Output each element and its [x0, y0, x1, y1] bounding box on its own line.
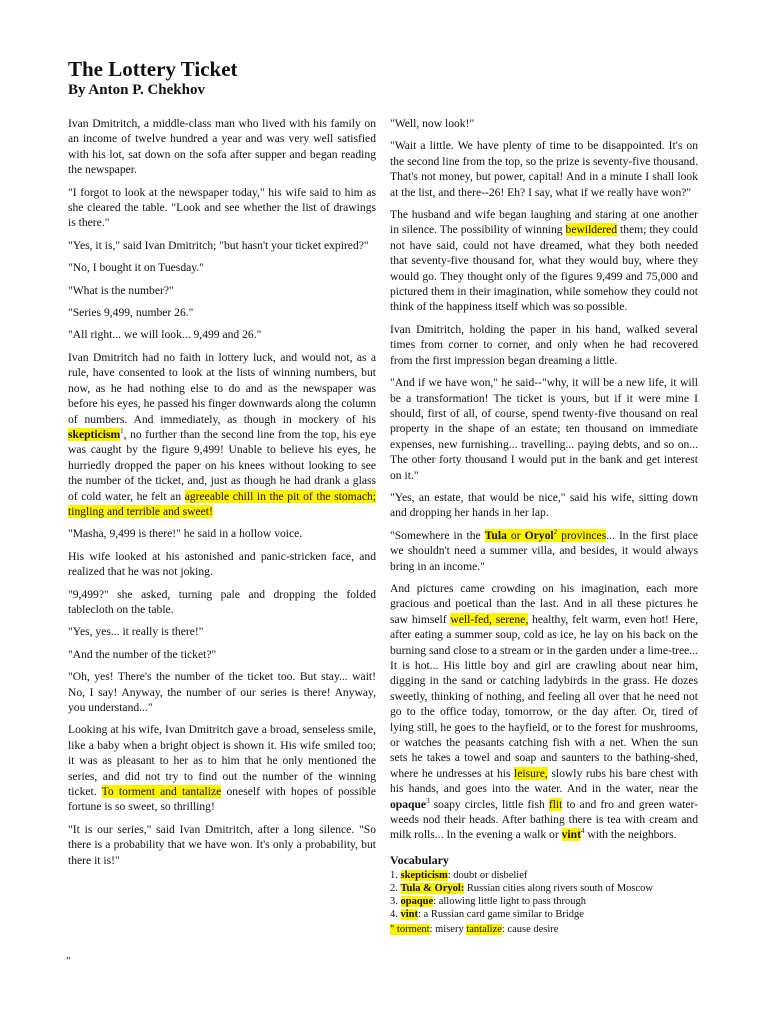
document-title: The Lottery Ticket [68, 57, 238, 81]
paragraph: "It is our series," said Ivan Dmitritch, after a long silence. "So there is a probability that we have won. It's only a probability, but there it is!" [68, 822, 376, 867]
paragraph: "Yes, an estate, that would be nice," said his wife, sitting down and dropping her hands in her lap. [390, 490, 698, 520]
paragraph [390, 207, 698, 315]
paragraph: "Masha, 9,499 is there!" he said in a hollow voice. [68, 527, 303, 541]
highlight-provinces: provinces [557, 528, 607, 542]
text-run: Ivan Dmitritch had no faith in lottery luck, and would not, as a rule, have consented to look at the lists of winning numbers, but now, as he had nothing else to do and as the newspaper was before his eyes, he passed his finger downwards along the column of numbers. And immediately, as though in mockery of his [68, 350, 376, 426]
highlight-flit: flit [548, 797, 563, 811]
paragraph: "All right... we will look... 9,499 and 26." [68, 328, 262, 342]
paragraph: His wife looked at his astonished and panic-stricken face, and realized that he was not joking. [68, 549, 376, 579]
vocab-term: vint [400, 909, 419, 921]
vocab-number: 3. [390, 896, 401, 908]
stray-quote-mark: " [66, 955, 71, 967]
text-run: with the neighbors. [584, 828, 677, 842]
vocab-term: Tula & Oryol: [400, 883, 465, 895]
vocab-number: 4. [390, 909, 401, 921]
text-run: And pictures came crowding on his imagination, each more gracious and poetical than the last. And in all these pictures he saw himself [390, 581, 698, 626]
text-run: healthy, felt warm, even hot! Here, after eating a summer soup, cold as ice, he lay on his back on the burning sand close to a stream or in the garden under a lime-tree... It is hot... His little boy and girl are crawling about near him, digging in the sand or catching ladybirds in the grass. He dozes sweetly, thinking of nothing, and feeling all over that he need not go to the office today, tomorrow, or the day after. Or, tired of lying still, he goes to the hayfield, or to the forest for mushrooms, or watches the peasants catching fish with a net. When the sun sets he takes a towel and soap and saunters to the bathing-shed, where he undresses at his [390, 612, 698, 780]
vocab-item [390, 908, 698, 921]
paragraph: "9,499?" she asked, turning pale and dropping the folded tablecloth on the table. [68, 587, 376, 616]
text-run: to and fro and green water-weeds nod their heads. After bathing there is tea with cream and milk rolls... In the evening a walk or [390, 797, 698, 842]
paragraph: "No, I bought it on Tuesday." [68, 261, 204, 275]
vocab-term: " torment [390, 924, 430, 936]
footnote-marker: 1 [120, 427, 124, 436]
text-run: ... In the first place we shouldn't need a summer villa, and besides, it would always bring in an income." [390, 528, 698, 573]
vocab-definition: : misery [429, 924, 467, 936]
text-run: them; they could not have said, could not have dreamed, what they both needed that seventy-five thousand for, what they would buy, where they would go. They thought only of the figures 9,499 and 75,000 and pictured them in their imagination, while somehow they could not think of the happiness itself which was so possible. [390, 223, 698, 314]
paragraph [390, 581, 698, 843]
text-run: soapy circles, little fish [429, 797, 549, 811]
highlight-well-fed: well-fed, serene, [450, 612, 529, 626]
vocab-term: skepticism [400, 870, 448, 882]
highlight-oryol: Oryol [524, 528, 554, 542]
text-run: slowly rubs his bare chest with his hands, and goes into the water. And in the water, near the [390, 766, 698, 796]
paragraph: Ivan Dmitritch, holding the paper in his hand, walked several times from corner to corner, and only when he had recovered from the first impression began dreaming a little. [390, 322, 698, 367]
text-run: "Somewhere in the [390, 528, 485, 542]
highlight-bewildered: bewildered [565, 223, 618, 237]
highlight-tula: Tula [484, 528, 507, 542]
highlight-torment-tantalize: To torment and tantalize [101, 785, 222, 799]
highlight-skepticism: skepticism [68, 427, 121, 441]
paragraph: "Oh, yes! There's the number of the ticket too. But stay... wait! No, I say! Anyway, the number of our series is there! Anyway, you understand..." [68, 670, 376, 714]
vocab-term: opaque [400, 896, 434, 908]
text-run: Looking at his wife, Ivan Dmitritch gave a broad, senseless smile, like a baby when a bright object is shown it. His wife smiled too; it was as pleasant to her as to him that he only mentioned the series, and did not try to find out the number of the winning ticket. [68, 723, 376, 799]
paragraph: "What is the number?" [68, 283, 174, 297]
vocab-number: 1. [390, 870, 401, 882]
vocab-definition: : doubt or disbelief [447, 870, 528, 882]
vocab-item [390, 869, 698, 882]
paragraph: "Series 9,499, number 26." [68, 306, 194, 320]
text-run: or [506, 528, 525, 542]
paragraph [68, 350, 376, 519]
bold-opaque: opaque [390, 797, 427, 811]
highlight-vint: vint [561, 828, 581, 842]
vocab-definition: : cause desire [501, 924, 559, 936]
text-run: , no further than the second line from the top, his eye was caught by the figure 9,499! Unable to believe his eyes, he hurriedly dropped the paper on his knees without looking to see the number of the ticket, and, just as though he had drank a glass of cold water, he felt an [68, 427, 376, 503]
paragraph [68, 722, 376, 814]
vocab-definition: : a Russian card game similar to Bridge [418, 909, 584, 921]
footnote-marker: 4 [580, 827, 585, 836]
paragraph: "Yes, yes... it really is there!" [68, 625, 204, 639]
vocab-number: 2. [390, 883, 401, 895]
paragraph: "I forgot to look at the newspaper today," his wife said to him as she cleared the table. "Look and see whether the list of drawings is there." [68, 185, 376, 230]
paragraph: "Well, now look!" [390, 117, 475, 130]
vocab-definition: : allowing little light to pass through [433, 896, 587, 908]
vocab-term: tantalize [466, 924, 502, 936]
vocab-definition: Russian cities along rivers south of Moscow [464, 883, 653, 895]
text-run: The husband and wife began laughing and staring at one another in silence. The possibility of winning [390, 208, 698, 237]
footnote-marker: 3 [426, 796, 430, 805]
paragraph: "Yes, it is," said Ivan Dmitritch; "but hasn't your ticket expired?" [68, 238, 369, 252]
vocab-item [390, 923, 698, 937]
footnote-marker: 2 [553, 527, 558, 536]
vocabulary-title: Vocabulary [390, 852, 449, 867]
paragraph: "Wait a little. We have plenty of time to be disappointed. It's on the second line from the top, so the prize is seventy-five thousand. That's not money, but power, capital! And in a minute I shall look at the list, and there--26! Eh? I say, what if we really have won?" [390, 139, 698, 199]
vocab-item [390, 882, 698, 895]
highlight-leisure: leisure, [514, 766, 548, 780]
highlight-agreeable-chill: agreeable chill in the pit of the stomach; tingling and terrible and sweet! [68, 489, 376, 518]
paragraph: Ivan Dmitritch, a middle-class man who lived with his family on an income of twelve hundred a year and was very well satisfied with his lot, sat down on the sofa after supper and began reading the newspaper. [68, 117, 376, 177]
text-run: oneself with hopes of possible fortune is so sweet, so thrilling! [68, 785, 376, 814]
paragraph: "And the number of the ticket?" [68, 647, 217, 661]
right-column [390, 116, 698, 937]
vocab-item [390, 895, 698, 908]
paragraph: "And if we have won," he said--"why, it will be a new life, it will be a transformation! The ticket is yours, but if it were mine I should, first of all, of course, spend twenty-five thousand on real property in the shape of an estate; ten thousand on immediate expenses, new furnishing... travelling... paying debts, and so on... The other forty thousand I would put in the bank and get interest on it." [390, 376, 698, 482]
vocabulary-section [390, 853, 698, 937]
left-column [68, 116, 376, 875]
paragraph [390, 528, 698, 574]
document-author: By Anton P. Chekhov [68, 82, 205, 98]
